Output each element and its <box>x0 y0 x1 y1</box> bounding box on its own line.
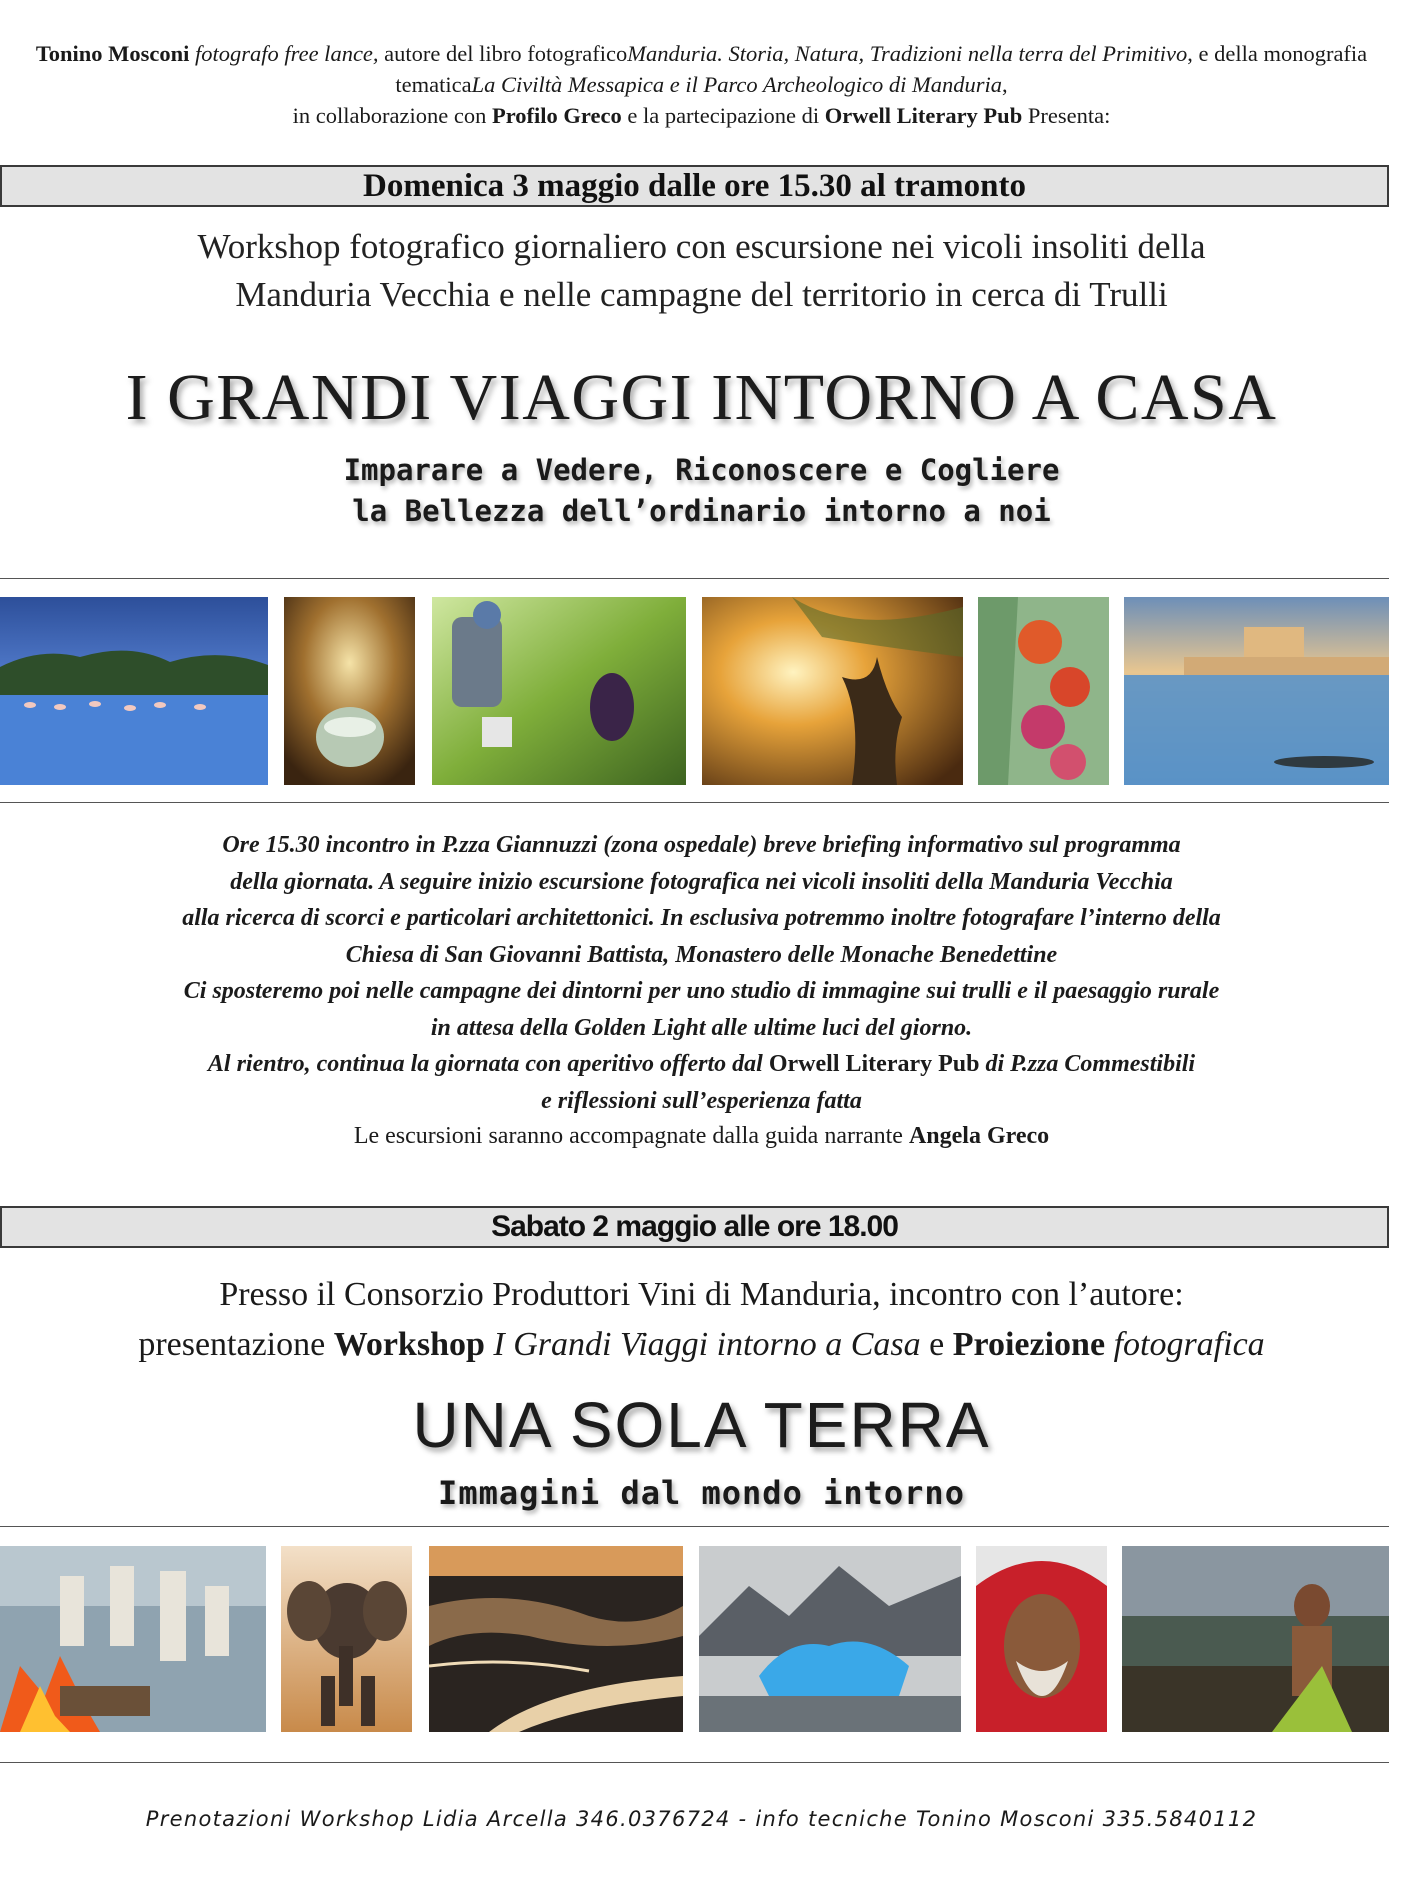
program-line-7-pre: Al rientro, continua la giornata con aperitivo offerto dal <box>207 1051 769 1077</box>
intro-text-part: e la partecipazione di <box>621 103 825 128</box>
intro-text-presents: Presenta: <box>1022 103 1111 128</box>
event2-fotografica: fotografica <box>1105 1326 1265 1363</box>
intro-text-book: autore del libro fotografico <box>378 41 628 66</box>
photo-flamingos-lagoon <box>0 597 268 785</box>
event2-tagline: Immagini dal mondo intorno <box>438 1474 965 1512</box>
program-line-1: Ore 15.30 incontro in P.zza Giannuzzi (zona ospedale) breve briefing informativo sul programma <box>222 832 1181 858</box>
partner-orwell-pub: Orwell Literary Pub <box>824 103 1023 128</box>
photo-grape-harvest <box>432 597 686 785</box>
book-title: Manduria. Storia, Natura, Tradizioni nella terra del Primitivo <box>627 41 1188 66</box>
event2-presentation <box>0 1270 1403 1370</box>
event1-subtitle-line-1: Workshop fotografico giornaliero con escursione nei vicoli insoliti della <box>197 227 1206 266</box>
event2-date-banner: Sabato 2 maggio alle ore 18.00 <box>0 1206 1389 1248</box>
event1-date-banner: Domenica 3 maggio dalle ore 15.30 al tramonto <box>0 165 1389 207</box>
photo-olive-tree-sunlight <box>702 597 963 785</box>
intro-text <box>0 38 1403 131</box>
event2-line-2-e: e <box>920 1326 953 1363</box>
photo-bedouin-man <box>976 1546 1107 1732</box>
intro-text-mono: , e della monografia tematica <box>395 41 1368 97</box>
program-line-5: Ci sposteremo poi nelle campagne dei dintorni per uno studio di immagine sui trulli e il paesaggio rurale <box>183 978 1220 1004</box>
guide-name: Angela Greco <box>908 1123 1050 1149</box>
event1-subtitle-line-2: Manduria Vecchia e nelle campagne del territorio in cerca di Trulli <box>235 275 1168 314</box>
photo-cremation-fire <box>0 1546 266 1732</box>
photo-prickly-pears <box>978 597 1109 785</box>
divider <box>0 578 1389 579</box>
divider <box>0 1762 1389 1763</box>
program-line-2: della giornata. A seguire inizio escursione fotografica nei vicoli insoliti della Manduria Vecchia <box>230 868 1173 895</box>
event2-line-1: Presso il Consorzio Produttori Vini di Manduria, incontro con l’autore: <box>219 1276 1184 1313</box>
photo-blue-iceberg <box>699 1546 961 1732</box>
event1-tagline <box>0 450 1403 532</box>
event1-tagline-line-1: Imparare a Vedere, Riconoscere e Cogliere <box>343 453 1060 487</box>
event2-workshop-word: Workshop <box>333 1326 485 1363</box>
photo-elephant <box>281 1546 412 1732</box>
monograph-title: La Civiltà Messapica e il Parco Archeologico di Manduria <box>471 72 1002 97</box>
event2-projection-word: Proiezione <box>952 1326 1106 1363</box>
program-orwell-pub: Orwell Literary Pub <box>768 1051 980 1077</box>
intro-text-collab: in collaborazione con <box>292 103 492 128</box>
program-line-4: Chiesa di San Giovanni Battista, Monastero delle Monache Benedettine <box>345 941 1058 968</box>
divider <box>0 802 1389 803</box>
guide-line <box>0 1123 1403 1150</box>
event2-workshop-title: I Grandi Viaggi intorno a Casa <box>484 1326 921 1363</box>
intro-line-2 <box>0 100 1403 131</box>
program-line-7-post: di P.zza Commestibili <box>979 1051 1196 1077</box>
program-line-6: in attesa della Golden Light alle ultime luci del giorno. <box>430 1014 973 1041</box>
photo-sand-dunes <box>429 1546 683 1732</box>
author-role: fotografo free lance, <box>195 41 379 66</box>
guide-text: Le escursioni saranno accompagnate dalla guida narrante <box>353 1123 909 1149</box>
photo-cave-well <box>284 597 415 785</box>
event2-line-2-pre: presentazione <box>138 1326 334 1363</box>
photo-tribal-man-coast <box>1122 1546 1389 1732</box>
event2-line-2 <box>0 1320 1403 1370</box>
event1-subtitle <box>0 223 1403 319</box>
program-line-3: alla ricerca di scorci e particolari architettonici. In esclusiva potremmo inoltre fotografare l’interno della <box>182 905 1221 931</box>
footer-contacts: Prenotazioni Workshop Lidia Arcella 346.0376724 - info tecniche Tonino Mosconi 335.5840112 <box>145 1807 1258 1831</box>
author-name: Tonino Mosconi <box>35 41 190 66</box>
photo-seaside-castle <box>1124 597 1389 785</box>
program-line-8: e riflessioni sull’esperienza fatta <box>541 1087 862 1114</box>
event1-tagline-line-2: la Bellezza dell’ordinario intorno a noi <box>352 494 1051 528</box>
divider <box>0 1526 1389 1527</box>
intro-line-1: Tonino Mosconi fotografo free lance, autore del libro fotograficoManduria. Storia, Natura, Tradizioni nella terra del Primitivo, e della monografia tematicaLa Civiltà Messapica e il Parco Archeologico di Manduria, <box>35 41 1368 97</box>
partner-profilo-greco: Profilo Greco <box>491 103 622 128</box>
event2-title: UNA SOLA TERRA <box>412 1389 991 1461</box>
event1-program <box>0 827 1403 1119</box>
event1-title: I GRANDI VIAGGI INTORNO A CASA <box>125 361 1278 434</box>
